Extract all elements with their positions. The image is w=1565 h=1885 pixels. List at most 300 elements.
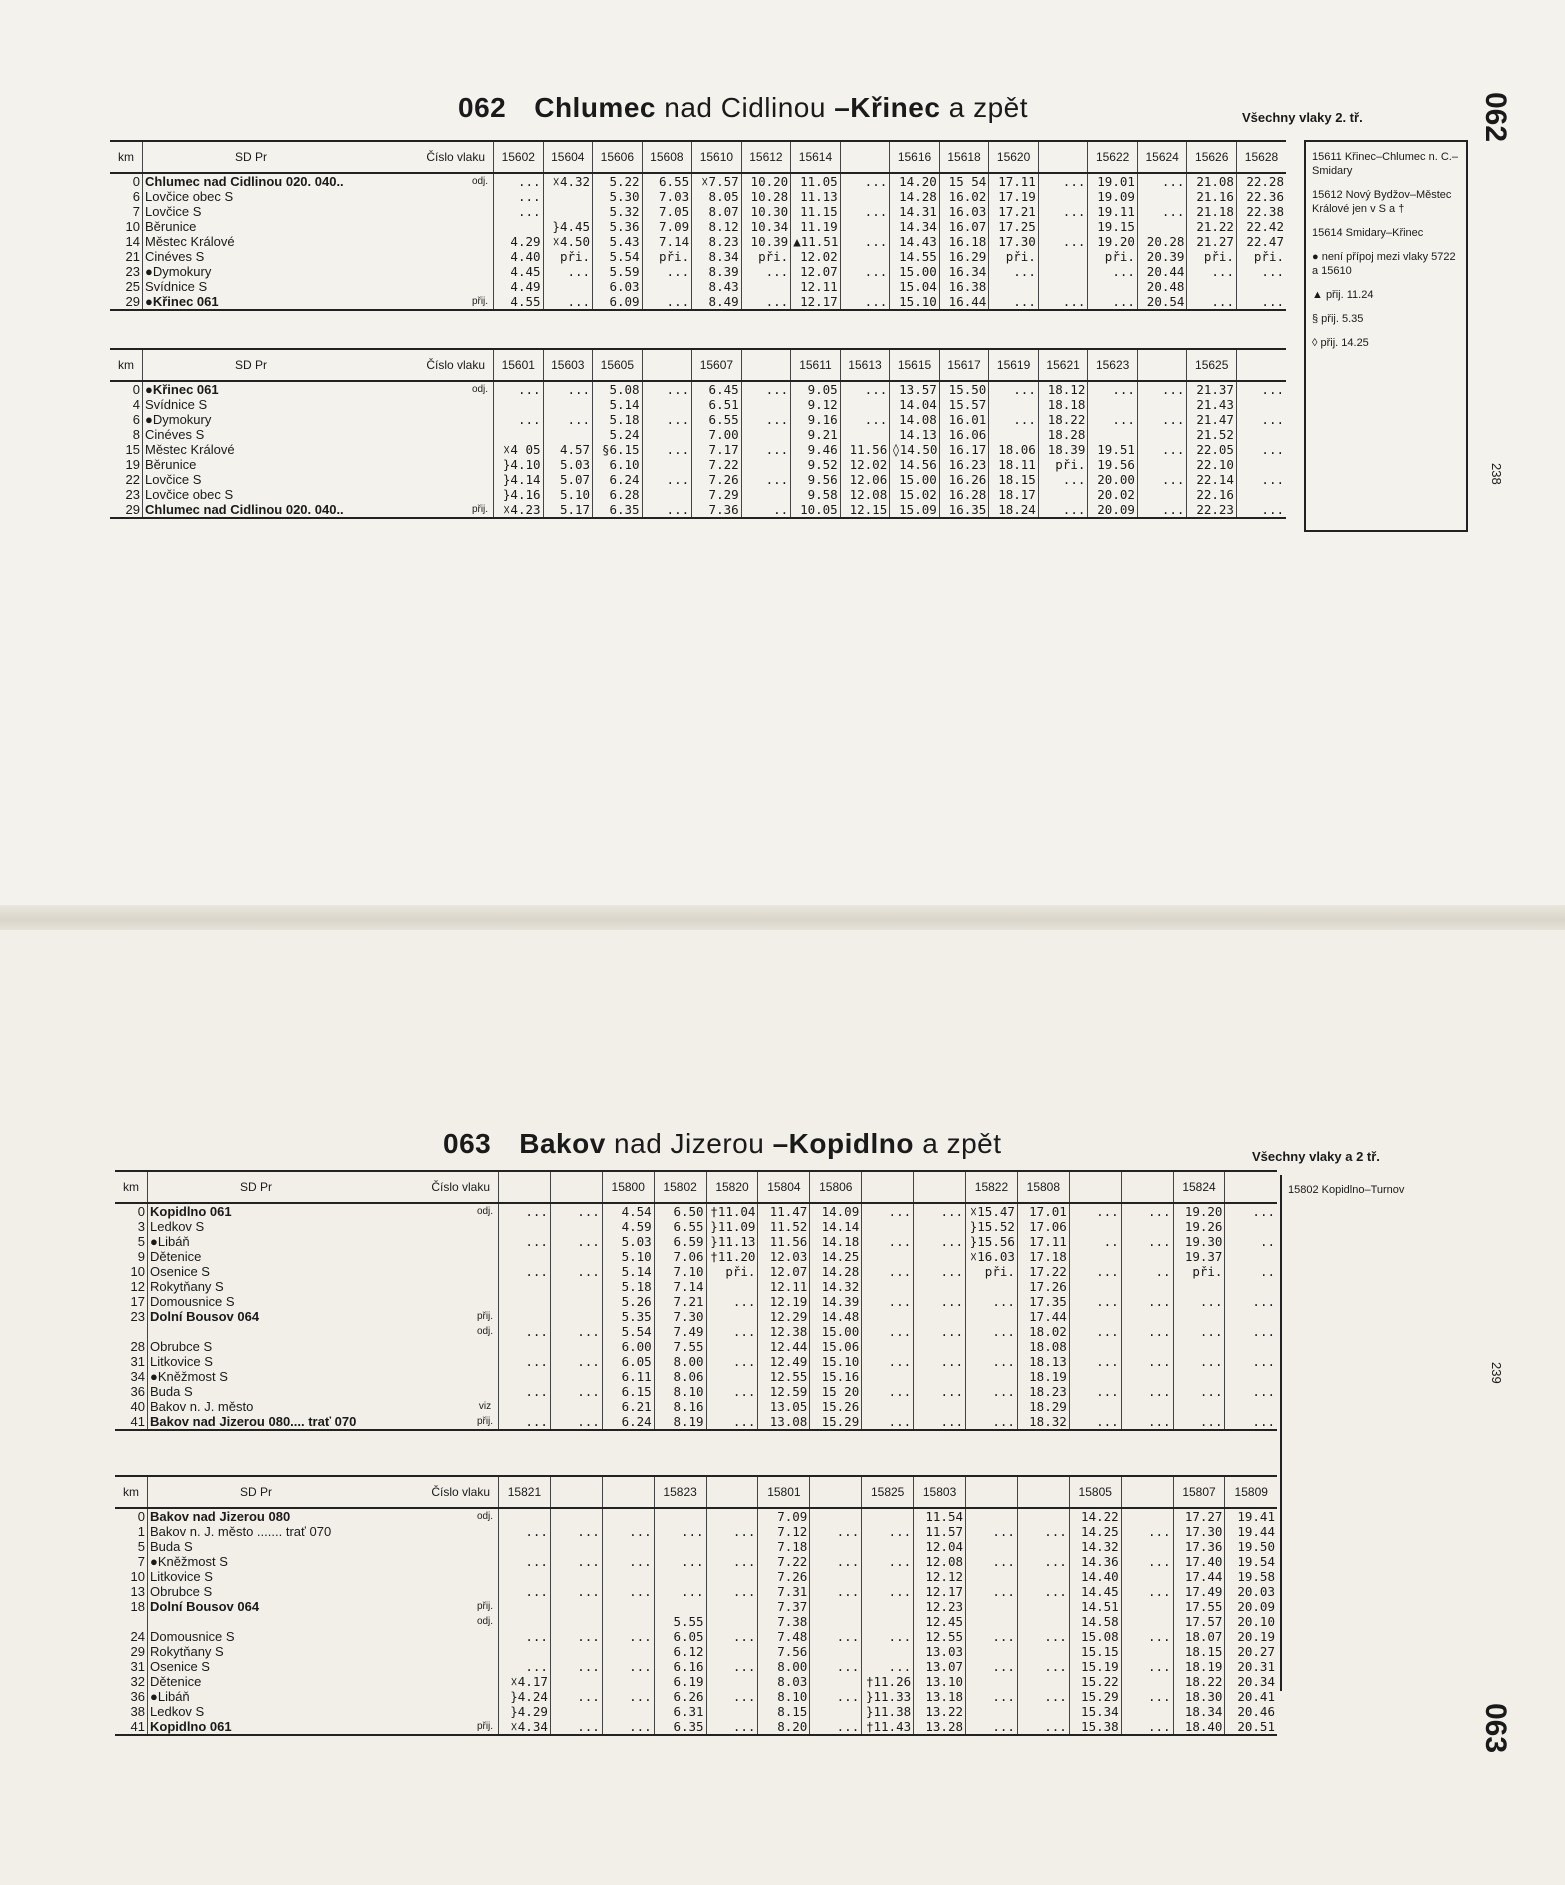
time-cell: 12.08 [914,1554,966,1569]
train-number: 15611 [791,349,841,381]
time-cell: 16.06 [939,427,989,442]
km-value: 9 [137,1249,145,1264]
time-cell: ... [602,1554,654,1569]
time-cell: 18.24 [989,502,1039,518]
table-row [115,1524,1277,1539]
time-cell: ... [1069,1324,1121,1339]
time-cell: 16.44 [939,294,989,310]
time-cell: ... [494,189,544,204]
time-cell: ... [862,1324,914,1339]
km-value: 1 [137,1524,145,1539]
time-cell: 20.44 [1137,264,1187,279]
time-cell: 9.58 [791,487,841,502]
table-row [115,1264,1277,1279]
time-cell [1173,1399,1225,1414]
time-cell [810,1508,862,1524]
time-cell [1225,1339,1277,1354]
time-cell: 18.11 [989,457,1039,472]
time-cell: ... [1236,442,1286,457]
time-cell [966,1279,1018,1294]
time-cell: 14.32 [1069,1539,1121,1554]
train-number [550,1476,602,1508]
time-cell [966,1674,1018,1689]
time-cell: ... [1137,204,1187,219]
time-cell [862,1508,914,1524]
train-number: 15823 [654,1476,706,1508]
table-row [115,1569,1277,1584]
time-cell: .. [1121,1264,1173,1279]
time-cell: při. [741,249,791,264]
time-cell: 14.28 [890,189,940,204]
time-cell: 14.25 [1069,1524,1121,1539]
time-cell: 13.18 [914,1689,966,1704]
table-row [110,472,1286,487]
time-cell: ... [1173,1414,1225,1430]
time-cell: ... [654,1584,706,1599]
time-cell: ... [706,1584,758,1599]
time-cell: ... [1137,502,1187,518]
time-cell: ... [543,294,593,310]
km-value: 0 [132,382,140,397]
time-cell: 8.39 [692,264,742,279]
station-name: Běrunice [143,219,468,234]
time-cell [706,1279,758,1294]
arrival-departure-mark [472,1584,499,1599]
time-cell: ... [1225,1384,1277,1399]
station-name: Domousnice S [148,1629,473,1644]
time-cell: 7.26 [692,472,742,487]
time-cell: ... [1038,204,1088,219]
time-cell: 14.25 [810,1249,862,1264]
time-cell: 16.34 [939,264,989,279]
time-cell: 20.48 [1137,279,1187,294]
time-cell: ... [706,1659,758,1674]
arrival-departure-mark [472,1629,499,1644]
time-cell: }4.24 [499,1689,551,1704]
table-row [115,1508,1277,1524]
time-cell: ... [862,1203,914,1219]
time-cell [602,1674,654,1689]
time-cell: 10.05 [791,502,841,518]
time-cell: 14.40 [1069,1569,1121,1584]
time-cell: 17.49 [1173,1584,1225,1599]
train-number: 15604 [543,141,593,173]
time-cell: 9.12 [791,397,841,412]
station-name: Rokytňany S [148,1644,473,1659]
time-cell: ... [810,1524,862,1539]
arrival-departure-mark [472,1369,499,1384]
time-cell: ... [862,1629,914,1644]
time-cell: při. [1236,249,1286,264]
time-cell [1121,1309,1173,1324]
time-cell: 15.16 [810,1369,862,1384]
time-cell: 6.45 [692,381,742,397]
km-value: 6 [132,412,140,427]
time-cell [862,1219,914,1234]
time-cell [654,1599,706,1614]
time-cell: 19.20 [1088,234,1138,249]
timetable-063-return [115,1475,1277,1736]
time-cell: ... [602,1659,654,1674]
title-from-rest: nad Jizerou [614,1128,765,1159]
time-cell: 16.03 [939,204,989,219]
time-cell: 11.56 [840,442,890,457]
km-value: 18 [130,1599,145,1614]
time-cell [550,1219,602,1234]
time-cell: 8.06 [654,1369,706,1384]
time-cell: ... [706,1294,758,1309]
time-cell [499,1569,551,1584]
time-cell [602,1569,654,1584]
time-cell [1121,1569,1173,1584]
time-cell: 12.17 [791,294,841,310]
time-cell [1137,427,1187,442]
time-cell [499,1279,551,1294]
time-cell: ... [642,264,692,279]
time-cell: 8.16 [654,1399,706,1414]
time-cell: 6.55 [654,1219,706,1234]
time-cell [543,204,593,219]
km-value: 36 [130,1689,145,1704]
time-cell [499,1539,551,1554]
table-row [115,1614,1277,1629]
train-number: 15808 [1017,1171,1069,1203]
time-cell: ... [654,1554,706,1569]
time-cell: 19.54 [1225,1554,1277,1569]
time-cell: 12.38 [758,1324,810,1339]
time-cell: }11.13 [706,1234,758,1249]
time-cell: 5.24 [593,427,643,442]
train-number [914,1171,966,1203]
time-cell: 15.00 [810,1324,862,1339]
time-cell: 17.44 [1017,1309,1069,1324]
time-cell: 22.10 [1187,457,1237,472]
sd-pr-label: SD Pr [235,357,268,372]
time-cell: 17.30 [1173,1524,1225,1539]
station-name: Dětenice [148,1249,473,1264]
train-number: 15618 [939,141,989,173]
arrival-departure-mark [472,1234,499,1249]
time-cell: ... [1236,294,1286,310]
side-table-code: 062 [1479,92,1512,143]
time-cell: 5.17 [543,502,593,518]
all-trains-note: Všechny vlaky a 2 tř. [1252,1149,1380,1164]
time-cell: 5.43 [593,234,643,249]
time-cell: 11.56 [758,1234,810,1249]
train-number [1069,1171,1121,1203]
table-row [115,1249,1277,1264]
time-cell: 10.39 [741,234,791,249]
km-value: 10 [130,1569,145,1584]
time-cell: ... [494,412,544,427]
time-cell: 6.11 [602,1369,654,1384]
time-cell: ... [494,173,544,189]
time-cell: 17.27 [1173,1508,1225,1524]
time-cell: 12.15 [840,502,890,518]
time-cell: 6.55 [692,412,742,427]
time-cell: 7.18 [758,1539,810,1554]
time-cell: 6.12 [654,1644,706,1659]
km-value: 8 [132,427,140,442]
time-cell: 14.55 [890,249,940,264]
time-cell: ... [654,1524,706,1539]
time-cell: 17.36 [1173,1539,1225,1554]
table-row [115,1369,1277,1384]
time-cell [840,397,890,412]
time-cell: ... [966,1384,1018,1399]
station-name: ●Kněžmost S [148,1369,473,1384]
time-cell [550,1569,602,1584]
table-row [115,1234,1277,1249]
time-cell: ... [914,1264,966,1279]
sd-header [148,1171,490,1203]
time-cell: 18.23 [1017,1384,1069,1399]
km-value: 34 [130,1369,145,1384]
time-cell: 12.02 [840,457,890,472]
time-cell: ... [989,264,1039,279]
station-name: Svídnice S [143,279,468,294]
time-cell: ... [602,1524,654,1539]
time-cell: 5.30 [593,189,643,204]
time-cell [966,1369,1018,1384]
train-number: 15825 [862,1476,914,1508]
train-number: 15809 [1225,1476,1277,1508]
time-cell: 12.23 [914,1599,966,1614]
time-cell: ... [550,1324,602,1339]
time-cell [706,1539,758,1554]
station-name: ●Dymokury [143,412,468,427]
time-cell: ... [966,1689,1018,1704]
time-cell: 19.51 [1088,442,1138,457]
time-cell: ... [862,1294,914,1309]
time-cell: .. [1225,1264,1277,1279]
time-cell: ... [1173,1354,1225,1369]
time-cell: 6.15 [602,1384,654,1399]
time-cell: ... [499,1234,551,1249]
time-cell: ... [1038,294,1088,310]
time-cell: 4.54 [602,1203,654,1219]
time-cell: 10.20 [741,173,791,189]
station-name: ●Kněžmost S [148,1554,473,1569]
time-cell [499,1249,551,1264]
station-name: ●Dymokury [143,264,468,279]
time-cell [1173,1339,1225,1354]
time-cell [550,1399,602,1414]
km-value: 29 [130,1644,145,1659]
time-cell [1137,457,1187,472]
table-row [115,1554,1277,1569]
time-cell: ... [1187,264,1237,279]
time-cell: 15.57 [939,397,989,412]
time-cell: 12.03 [758,1249,810,1264]
table-row [115,1309,1277,1324]
time-cell: 7.49 [654,1324,706,1339]
time-cell [499,1219,551,1234]
time-cell [966,1704,1018,1719]
time-cell: 18.15 [1173,1644,1225,1659]
time-cell: 19.56 [1088,457,1138,472]
time-cell: 11.19 [791,219,841,234]
km-value: 7 [132,204,140,219]
time-cell: }11.38 [862,1704,914,1719]
time-cell: ... [602,1584,654,1599]
station-name: Domousnice S [148,1294,473,1309]
time-cell: 8.10 [758,1689,810,1704]
time-cell: 15.09 [890,502,940,518]
page-238 [0,0,1565,910]
table-row [115,1704,1277,1719]
time-cell: 18.28 [1038,427,1088,442]
time-cell [543,189,593,204]
time-cell: ... [1225,1294,1277,1309]
time-cell: 22.05 [1187,442,1237,457]
km-value: 40 [130,1399,145,1414]
time-cell: 21.08 [1187,173,1237,189]
time-cell: ... [499,1629,551,1644]
time-cell: 13.05 [758,1399,810,1414]
station-name: Kopidlno 061 [148,1203,473,1219]
time-cell [499,1369,551,1384]
time-cell: 18.22 [1038,412,1088,427]
time-cell: 7.14 [642,234,692,249]
sd-header [148,1476,490,1508]
time-cell [1069,1369,1121,1384]
time-cell: ... [1121,1524,1173,1539]
time-cell: 12.19 [758,1294,810,1309]
arrival-departure-mark [472,1524,499,1539]
arrival-departure-mark: odj. [476,1326,494,1337]
km-value: 31 [130,1659,145,1674]
time-cell: 13.08 [758,1414,810,1430]
time-cell: 8.10 [654,1384,706,1399]
time-cell: 8.20 [758,1719,810,1735]
km-value: 41 [115,1719,148,1735]
table-number: 062 [458,92,507,123]
km-value: 28 [130,1339,145,1354]
time-cell: ... [1017,1524,1069,1539]
time-cell [1137,397,1187,412]
station-name: Lovčice S [143,472,468,487]
table-row [110,264,1286,279]
time-cell [1121,1249,1173,1264]
arrival-departure-mark [467,427,494,442]
time-cell: 19.58 [1225,1569,1277,1584]
time-cell: 14.13 [890,427,940,442]
time-cell [1121,1614,1173,1629]
time-cell [1017,1644,1069,1659]
station-name: Kopidlno 061 [148,1719,473,1735]
time-cell [706,1599,758,1614]
time-cell: ☓4.23 [494,502,544,518]
time-cell [1173,1369,1225,1384]
time-cell: }4.29 [499,1704,551,1719]
train-number-label: Číslo vlaku [426,149,485,164]
time-cell: 20.28 [1137,234,1187,249]
time-cell [914,1249,966,1264]
time-cell: 7.22 [758,1554,810,1569]
time-cell: 13.03 [914,1644,966,1659]
time-cell: 20.09 [1225,1599,1277,1614]
time-cell: 7.38 [758,1614,810,1629]
time-cell: 17.01 [1017,1203,1069,1219]
table-row [110,381,1286,397]
time-cell: †11.26 [862,1674,914,1689]
page-239 [0,930,1565,1885]
time-cell: 9.52 [791,457,841,472]
time-cell [1121,1279,1173,1294]
time-cell: 18.07 [1173,1629,1225,1644]
time-cell [1173,1279,1225,1294]
train-number: 15615 [890,349,940,381]
time-cell: ... [862,1524,914,1539]
train-number: 15614 [791,141,841,173]
km-value: 25 [125,279,140,294]
time-cell: 6.59 [654,1234,706,1249]
time-cell: ◊14.50 [890,442,940,457]
time-cell: ... [1088,381,1138,397]
timetable-062-outbound [110,140,1286,311]
train-number [741,349,791,381]
time-cell: ... [741,442,791,457]
train-number [1017,1476,1069,1508]
time-cell: 20.31 [1225,1659,1277,1674]
time-cell: 5.36 [593,219,643,234]
time-cell: ... [914,1203,966,1219]
train-number: 15610 [692,141,742,173]
time-cell [1017,1508,1069,1524]
time-cell: 6.35 [654,1719,706,1735]
time-cell: ... [989,412,1039,427]
time-cell: 6.28 [593,487,643,502]
train-number: 15801 [758,1476,810,1508]
time-cell: ... [966,1719,1018,1735]
station-name: Osenice S [148,1659,473,1674]
time-cell: při. [543,249,593,264]
time-cell: ... [1088,412,1138,427]
time-cell: ... [1069,1264,1121,1279]
arrival-departure-mark: odj. [471,384,489,395]
station-name: Chlumec nad Cidlinou 020. 040.. [143,173,468,189]
time-cell: 5.18 [602,1279,654,1294]
title-tail: a zpět [922,1128,1002,1159]
side-table-code: 063 [1479,1703,1512,1754]
time-cell [862,1614,914,1629]
km-value: 32 [130,1674,145,1689]
table-row [110,427,1286,442]
time-cell: ... [706,1719,758,1735]
train-number: 15606 [593,141,643,173]
time-cell: ... [862,1414,914,1430]
time-cell [602,1614,654,1629]
time-cell: .. [1069,1234,1121,1249]
time-cell: při. [966,1264,1018,1279]
time-cell: 14.20 [890,173,940,189]
arrival-departure-mark [467,472,494,487]
time-cell: ... [966,1629,1018,1644]
time-cell: 12.07 [791,264,841,279]
time-cell: 14.09 [810,1203,862,1219]
time-cell: 7.31 [758,1584,810,1599]
time-cell [706,1644,758,1659]
station-name: ●Libáň [148,1234,473,1249]
time-cell: ... [1017,1584,1069,1599]
time-cell: 16.38 [939,279,989,294]
time-cell: 15.50 [939,381,989,397]
station-name: Dolní Bousov 064 [148,1309,473,1324]
time-cell: 14.39 [810,1294,862,1309]
time-cell: ... [642,381,692,397]
time-cell: 13.57 [890,381,940,397]
